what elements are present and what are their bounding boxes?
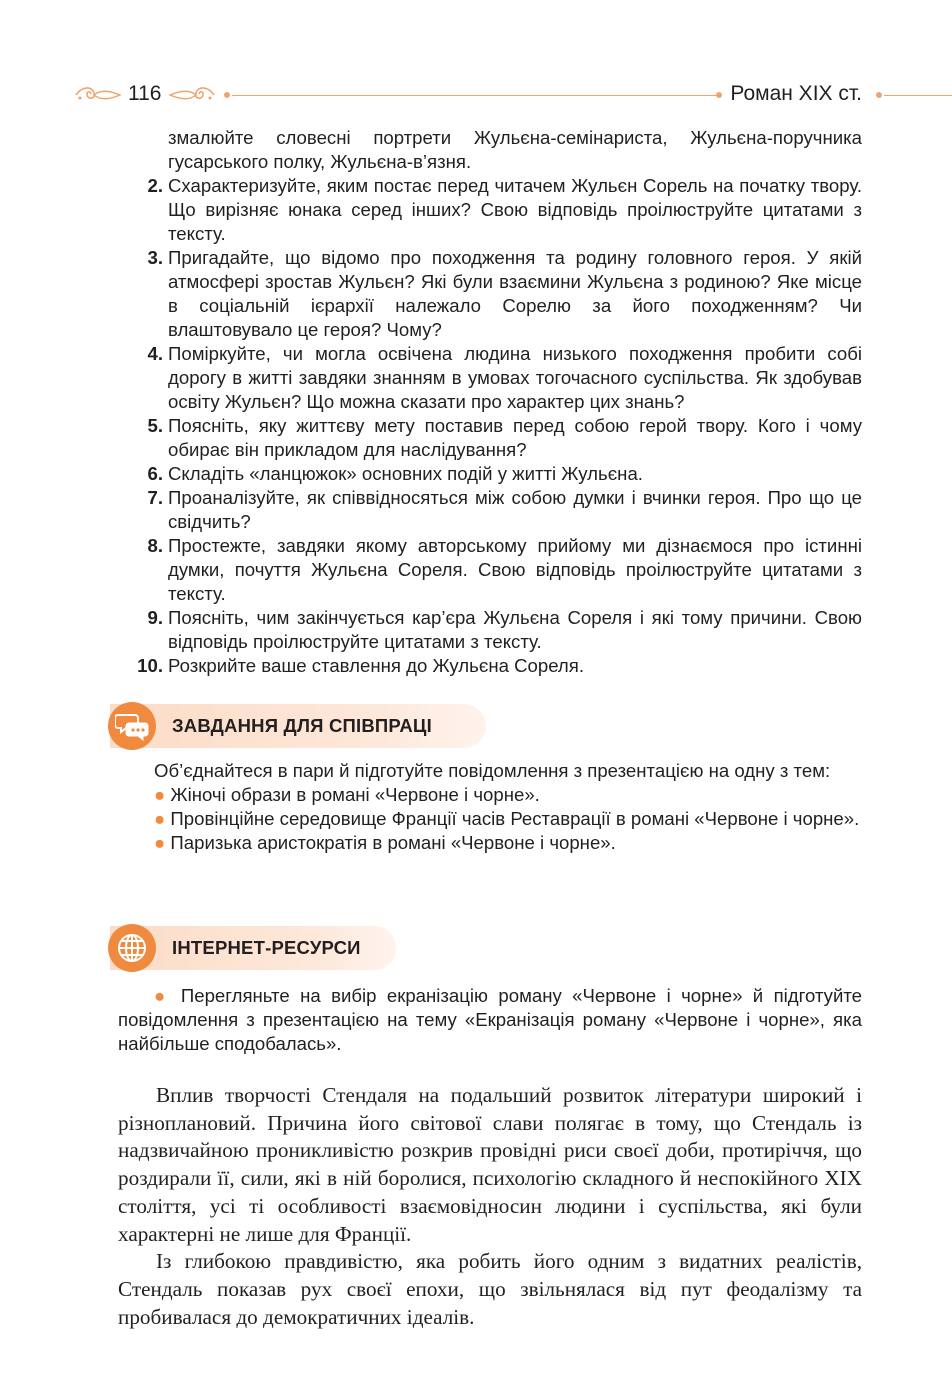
list-item: [115, 486, 862, 534]
question-text: Пригадайте, що відомо про походження та родину головного героя. У якій атмосфері зростав Жульєн? Які були взаємини Жульєна з родиною? Яке місце в соціальній ієрархії належало Сорелю за його походженням? Чи влаштовувало це героя? Чому?: [168, 247, 862, 340]
topic-text: Паризька аристократія в романі «Червоне і чорне».: [170, 832, 616, 853]
internet-heading-band: [110, 926, 396, 970]
question-number: 3.: [147, 247, 163, 268]
topic-item: [118, 831, 862, 855]
question-text: Поясніть, чим закінчується кар’єра Жульєна Сореля і які тому причини. Свою відповідь проілюструйте цитатами з тексту.: [168, 607, 862, 652]
page-number: 116: [128, 82, 162, 105]
question-number: 8.: [147, 535, 163, 556]
question-number: 6.: [147, 463, 163, 484]
header-dot: [224, 92, 230, 98]
bullet-icon: ●: [154, 832, 166, 853]
list-item: [115, 654, 862, 678]
question-text: Простежте, завдяки якому авторському прийому ми дізнаємося про істинні думки, почуття Жульєна Сореля. Свою відповідь проілюструйте цитатами з тексту.: [168, 535, 862, 604]
chat-bubbles-icon: [108, 702, 156, 750]
question-text: Розкрийте ваше ставлення до Жульєна Сореля.: [168, 655, 585, 676]
question-number: 4.: [147, 343, 163, 364]
paragraph: Вплив творчості Стендаля на подальший розвиток літератури широкий і різноплановий. Причина його світової слави полягає в тому, що Стендаль із надзвичайною проникливістю розкрив провідні риси своєї доби, протиріччя, що роздирали її, сили, які в ній боролися, психологію складного й неспокійного XIX століття, усі ті особливості взаємовідносин людини і суспільства, які були характерні не лише для Франції.: [118, 1083, 862, 1246]
cooperation-content: [118, 759, 862, 855]
topic-text: Жіночі образи в романі «Червоне і чорне».: [170, 784, 540, 805]
resource-text: Перегляньте на вибір екранізацію роману «Червоне і чорне» й підготуйте повідомлення з презентацією на тему «Екранізація роману «Червоне і чорне», яка найбільше сподобалась».: [118, 985, 862, 1054]
bullet-icon: ●: [154, 985, 171, 1006]
resource-item: [118, 984, 862, 1056]
header-dot: [876, 92, 882, 98]
cooperation-heading-band: [110, 704, 486, 748]
question-text: Складіть «ланцюжок» основних подій у житті Жульєна.: [168, 463, 643, 484]
question-text: Схарактеризуйте, яким постає перед читачем Жульєн Сорель на початку твору. Що вирізняє юнака серед інших? Свою відповідь проілюструйте цитатами з тексту.: [168, 175, 862, 244]
question-number: 5.: [147, 415, 163, 436]
question-continuation: змалюйте словесні портрети Жульєна-семінариста, Жульєна-поручника гусарського полку, Жульєна-в’язня.: [168, 127, 862, 172]
cooperation-title: ЗАВДАННЯ ДЛЯ СПІВПРАЦІ: [172, 715, 432, 736]
paragraph: Із глибокою правдивістю, яка робить його одним з видатних реалістів, Стендаль показав рух своєї епохи, що звільнялася від пут феодалізму та пробивалася до демократичних ідеалів.: [118, 1249, 862, 1329]
question-number: 7.: [147, 487, 163, 508]
topic-text: Провінційне середовище Франції часів Реставрації в романі «Червоне і чорне».: [170, 808, 860, 829]
topic-item: [118, 807, 862, 831]
questions-list: [115, 126, 862, 678]
list-item: [115, 246, 862, 342]
cooperation-intro: Об’єднайтеся в пари й підготуйте повідомлення з презентацією на одну з тем:: [154, 760, 831, 781]
right-ornament-icon: [168, 84, 216, 106]
list-item: [115, 534, 862, 606]
internet-content: [118, 984, 862, 1056]
header-rule: [884, 95, 952, 96]
body-text: [118, 1082, 862, 1331]
bullet-icon: ●: [154, 808, 166, 829]
internet-title: ІНТЕРНЕТ-РЕСУРСИ: [172, 937, 361, 958]
globe-icon: [108, 924, 156, 972]
topic-item: [118, 783, 862, 807]
list-item: [115, 462, 862, 486]
question-number: 10.: [137, 655, 163, 676]
section-title: Роман XIX ст.: [730, 82, 862, 105]
list-item: [115, 342, 862, 414]
header-rule: [232, 95, 718, 96]
question-text: Поміркуйте, чи могла освічена людина низького походження пробити собі дорогу в житті завдяки знанням в умовах тогочасного суспільства. Як здобував освіту Жульєн? Що можна сказати про характер цих знань?: [168, 343, 862, 412]
bullet-icon: ●: [154, 784, 166, 805]
list-item: [115, 126, 862, 174]
list-item: [115, 414, 862, 462]
question-text: Проаналізуйте, як співвідносяться між собою думки і вчинки героя. Про що це свідчить?: [168, 487, 862, 532]
question-number: 9.: [147, 607, 163, 628]
list-item: [115, 174, 862, 246]
header-dot: [716, 92, 722, 98]
question-text: Поясніть, яку життєву мету поставив перед собою герой твору. Кого і чому обирає він прикладом для наслідування?: [168, 415, 862, 460]
question-number: 2.: [147, 175, 163, 196]
page-header: [0, 78, 952, 114]
left-ornament-icon: [74, 84, 122, 106]
list-item: [115, 606, 862, 654]
